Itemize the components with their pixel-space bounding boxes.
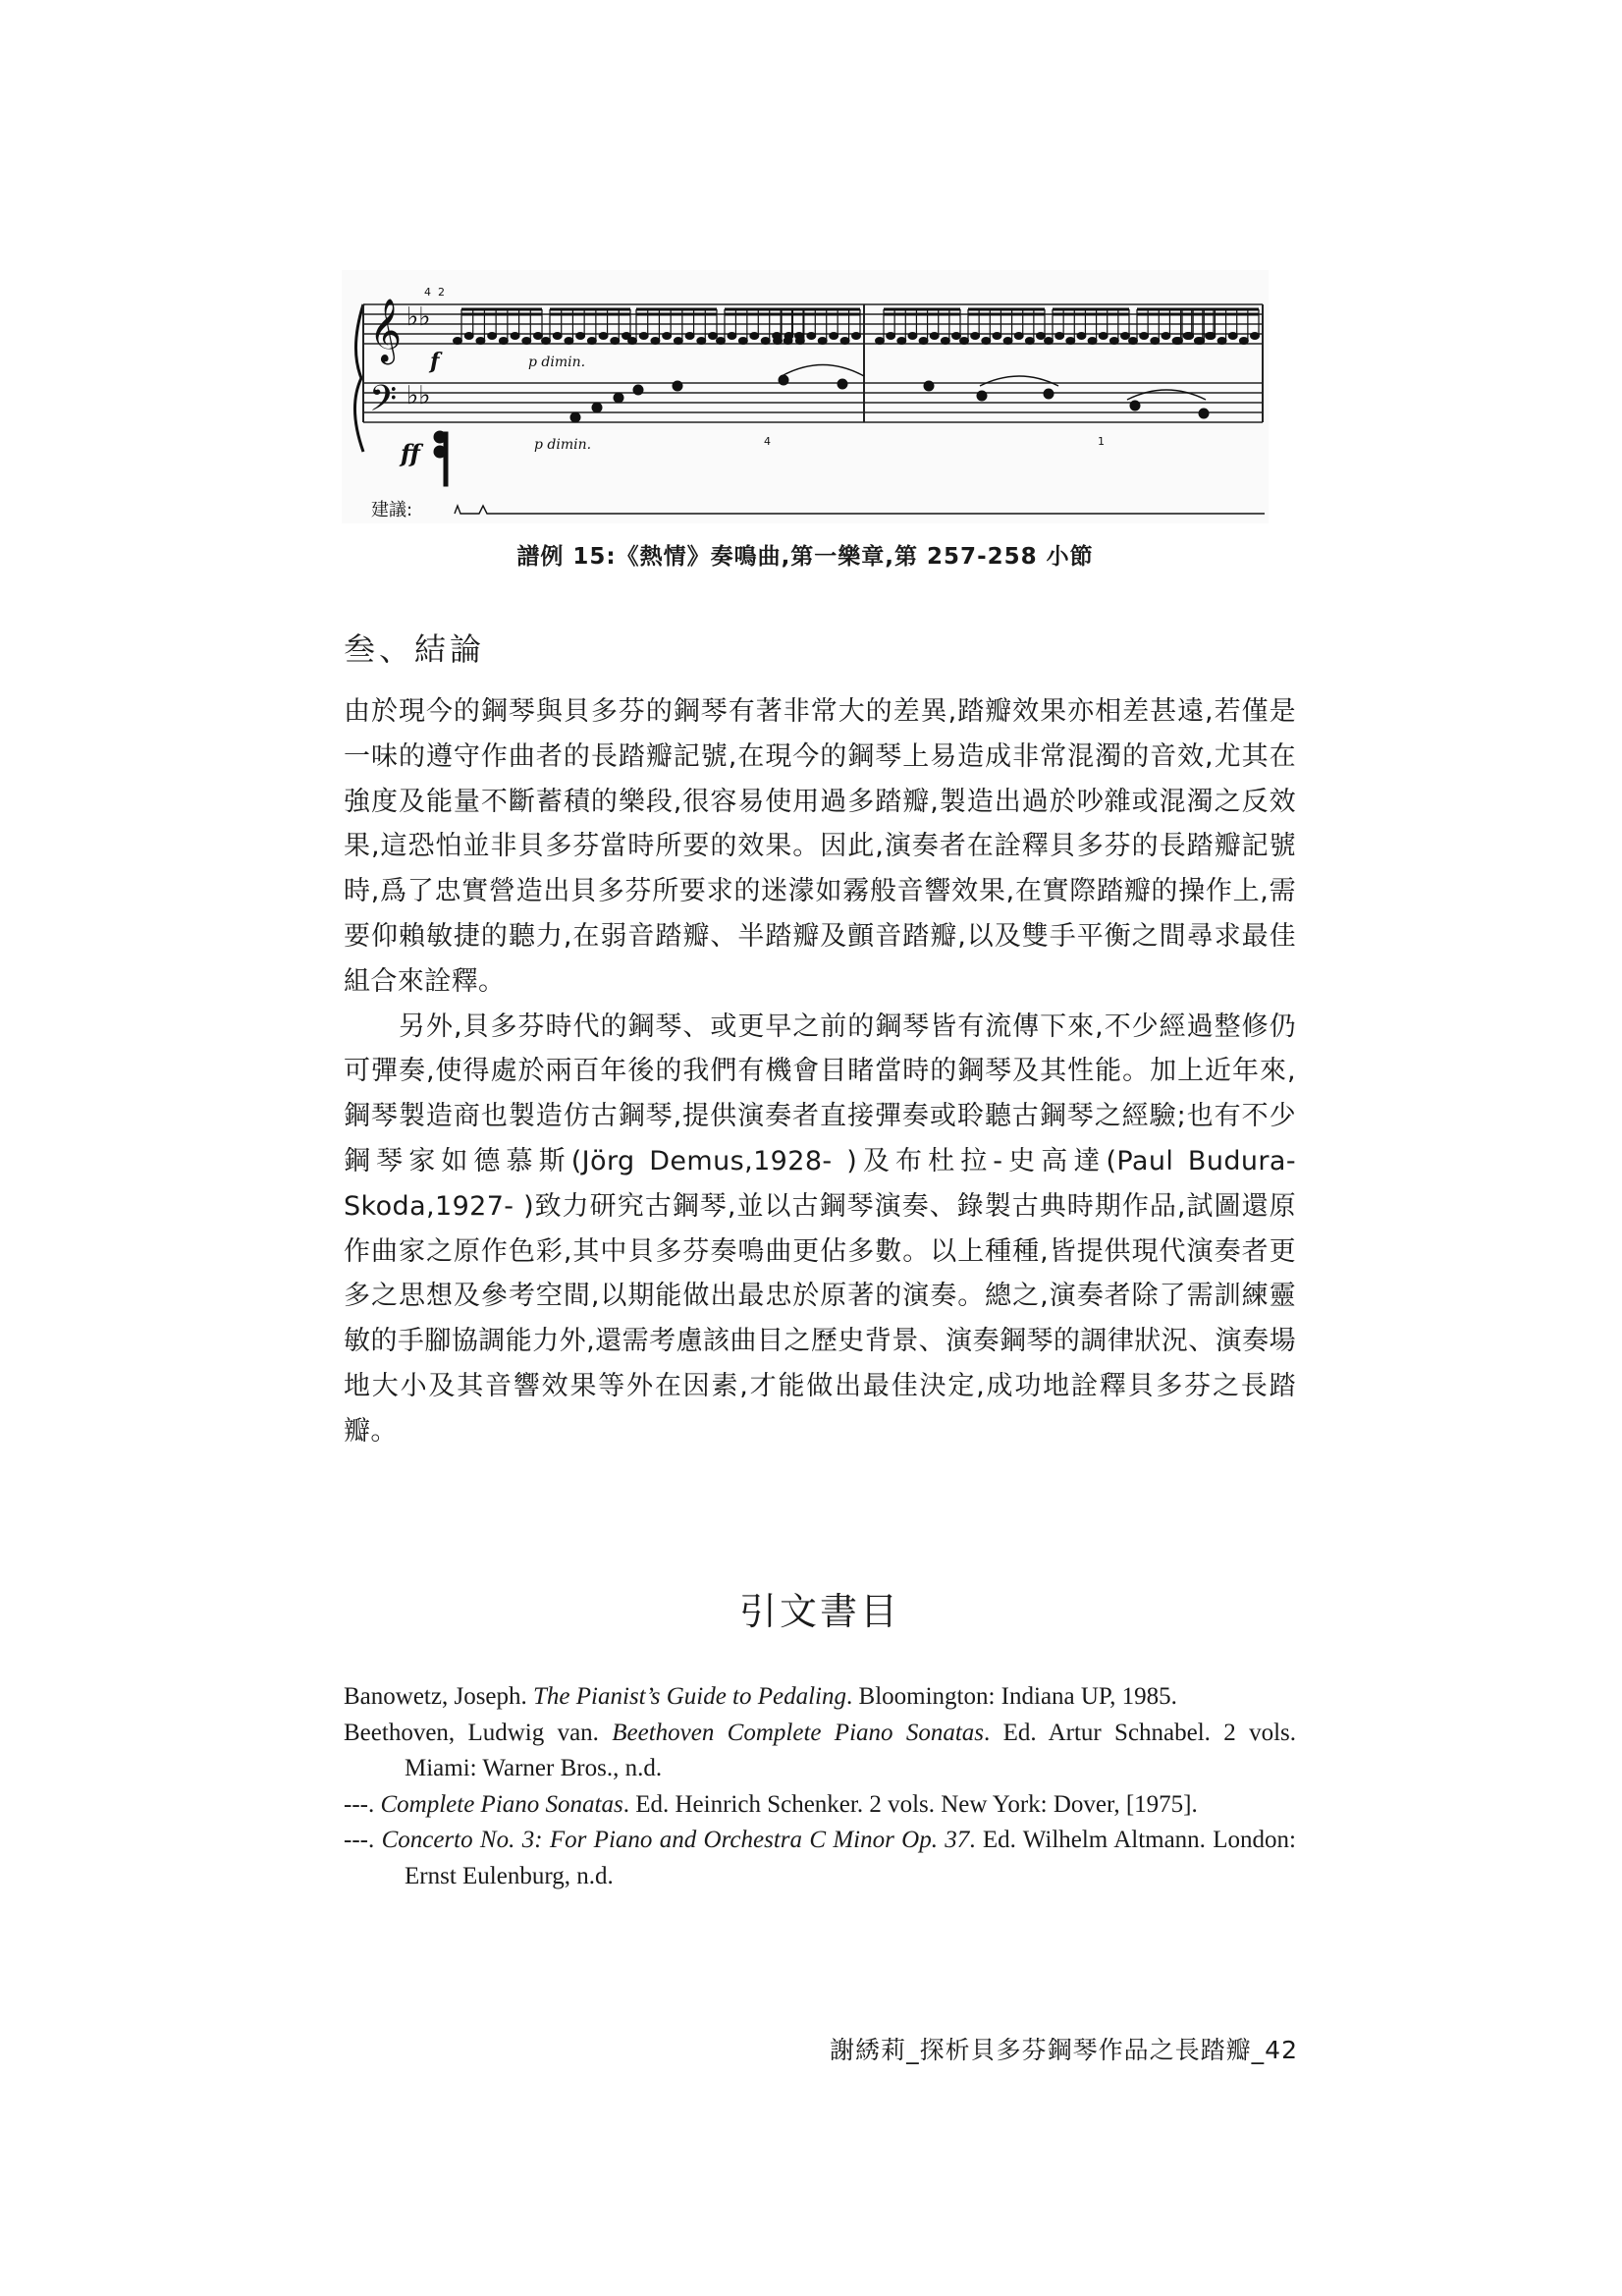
paragraph-1: 由於現今的鋼琴與貝多芬的鋼琴有著非常大的差異,踏瓣效果亦相差甚遠,若僅是一味的遵守作曲者的長踏瓣記號,在現今的鋼琴上易造成非常混濁的音效,尤其在強度及能量不斷蓄積的樂段,很容易使用過多踏瓣,製造出過於吵雜或混濁之反效果,這恐怕並非貝多芬當時所要的效果。因此,演奏者在詮釋貝多芬的長踏瓣記號時,爲了忠實營造出貝多芬所要求的迷濛如霧般音響效果,在實際踏瓣的操作上,需要仰賴敏捷的聽力,在弱音踏瓣、半踏瓣及顫音踏瓣,以及雙手平衡之間尋求最佳組合來詮釋。 <box>344 696 1296 997</box>
references-heading: 引文書目 <box>738 1590 900 1633</box>
reference-entry: ---. Concerto No. 3: For Piano and Orchestra C Minor Op. 37. Ed. Wilhelm Altmann. London: Ernst Eulenburg, n.d. <box>344 1827 1296 1889</box>
svg-text:𝄞: 𝄞 <box>369 299 403 362</box>
fingering-2: 2 <box>438 286 445 299</box>
fingering-4: 1 <box>1098 435 1105 448</box>
reference-entry: Banowetz, Joseph. The Pianist’s Guide to Pedaling. Bloomington: Indiana UP, 1985. <box>344 1683 1177 1710</box>
svg-text:♭♭: ♭♭ <box>406 302 431 332</box>
figure-caption: 譜例 15:《熱情》奏鳴曲,第一樂章,第 257-258 小節 <box>516 544 1094 570</box>
svg-text:𝄢: 𝄢 <box>369 378 398 428</box>
page-footer: 謝綉莉_探析貝多芬鋼琴作品之長踏瓣_42 <box>830 2036 1298 2064</box>
score-label: 建議: <box>371 500 413 520</box>
score-excerpt-image <box>342 270 1269 523</box>
dynamic-f: f <box>430 349 440 374</box>
paragraph-2: 另外,貝多芬時代的鋼琴、或更早之前的鋼琴皆有流傳下來,不少經過整修仍可彈奏,使得處於兩百年後的我們有機會目睹當時的鋼琴及其性能。加上近年來,鋼琴製造商也製造仿古鋼琴,提供演奏者直接彈奏或聆聽古鋼琴之經驗;也有不少鋼琴家如德慕斯(Jörg Demus,1928- )及布杜拉-史高達(Paul Budura-Skoda,1927- )致力研究古鋼琴,並以古鋼琴演奏、錄製古典時期作品,試圖還原作曲家之原作色彩,其中貝多芬奏鳴曲更佔多數。以上種種,皆提供現代演奏者更多之思想及參考空間,以期能做出最忠於原著的演奏。總之,演奏者除了需訓練靈敏的手腳協調能力外,還需考慮該曲目之歷史背景、演奏鋼琴的調律狀況、演奏場地大小及其音響效果等外在因素,才能做出最佳決定,成功地詮釋貝多芬之長踏瓣。 <box>344 1011 1296 1447</box>
section-heading: 叁、結論 <box>344 630 486 668</box>
p-dimin-bottom: p dimin. <box>534 437 592 453</box>
fingering-3: 4 <box>764 435 771 448</box>
reference-entry: ---. Complete Piano Sonatas. Ed. Heinrich Schenker. 2 vols. New York: Dover, [1975]. <box>344 1790 1198 1818</box>
fingering-1: 4 <box>424 286 431 299</box>
references-list <box>344 1679 1296 1894</box>
dynamic-ff: ff <box>401 439 420 467</box>
score-figure <box>342 270 1269 523</box>
p-dimin-top: p dimin. <box>528 355 586 370</box>
body-text <box>344 689 1296 1454</box>
svg-text:♭♭: ♭♭ <box>406 381 431 410</box>
reference-entry: Beethoven, Ludwig van. Beethoven Complete Piano Sonatas. Ed. Artur Schnabel. 2 vols. Miami: Warner Bros., n.d. <box>344 1719 1296 1781</box>
